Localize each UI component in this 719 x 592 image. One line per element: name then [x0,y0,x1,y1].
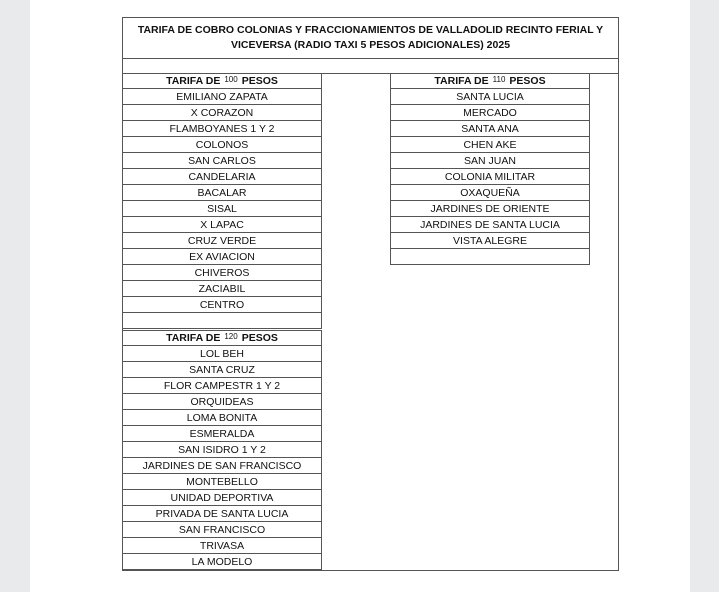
document-page [30,0,690,592]
header-prefix: TARIFA DE [434,75,489,87]
table-row: ESMERALDA [122,426,322,442]
tariff-110-header [390,73,590,89]
table-row: LOMA BONITA [122,410,322,426]
table-row: BACALAR [122,185,322,201]
table-row: SANTA ANA [390,121,590,137]
header-amount: 120 [224,332,238,341]
table-row: EMILIANO ZAPATA [122,89,322,105]
table-row: OXAQUEÑA [390,185,590,201]
table-row: UNIDAD DEPORTIVA [122,490,322,506]
table-row: CHEN AKE [390,137,590,153]
table-row-empty [390,249,590,265]
table-row: CHIVEROS [122,265,322,281]
table-row: SAN CARLOS [122,153,322,169]
tariff-120-table [122,330,322,570]
table-row: JARDINES DE SAN FRANCISCO [122,458,322,474]
header-amount: 110 [492,75,506,84]
table-row: MERCADO [390,105,590,121]
table-row: COLONIA MILITAR [390,169,590,185]
table-row: JARDINES DE SANTA LUCIA [390,217,590,233]
table-row: FLOR CAMPESTR 1 Y 2 [122,378,322,394]
table-row: SANTA CRUZ [122,362,322,378]
document-title [122,17,619,59]
table-row: SISAL [122,201,322,217]
header-prefix: TARIFA DE [166,75,221,87]
title-text: TARIFA DE COBRO COLONIAS Y FRACCIONAMIENTOS DE VALLADOLID RECINTO FERIAL Y VICEVERSA (RADIO TAXI 5 PESOS ADICIONALES) 2025 [137,24,604,51]
tariff-110-table [390,73,590,265]
table-row: CRUZ VERDE [122,233,322,249]
table-row: JARDINES DE ORIENTE [390,201,590,217]
table-row: ORQUIDEAS [122,394,322,410]
table-row: MONTEBELLO [122,474,322,490]
table-row: CENTRO [122,297,322,313]
header-prefix: TARIFA DE [166,332,221,344]
header-suffix: PESOS [241,75,278,87]
header-suffix: PESOS [509,75,546,87]
table-row: X LAPAC [122,217,322,233]
table-row: SAN FRANCISCO [122,522,322,538]
header-amount: 100 [224,75,238,84]
table-row: FLAMBOYANES 1 Y 2 [122,121,322,137]
tariff-120-header [122,330,322,346]
tariff-100-header [122,73,322,89]
table-row: LOL BEH [122,346,322,362]
table-row: X CORAZON [122,105,322,121]
header-suffix: PESOS [241,332,278,344]
table-row: TRIVASA [122,538,322,554]
table-row: PRIVADA DE SANTA LUCIA [122,506,322,522]
table-row: EX AVIACION [122,249,322,265]
table-row: LA MODELO [122,554,322,570]
tariff-100-table [122,73,322,329]
table-row: SAN ISIDRO 1 Y 2 [122,442,322,458]
table-row: VISTA ALEGRE [390,233,590,249]
table-row: ZACIABIL [122,281,322,297]
table-row: SAN JUAN [390,153,590,169]
table-row: CANDELARIA [122,169,322,185]
table-row: SANTA LUCIA [390,89,590,105]
table-row: COLONOS [122,137,322,153]
table-row-empty [122,313,322,329]
spacer-row [122,58,619,74]
